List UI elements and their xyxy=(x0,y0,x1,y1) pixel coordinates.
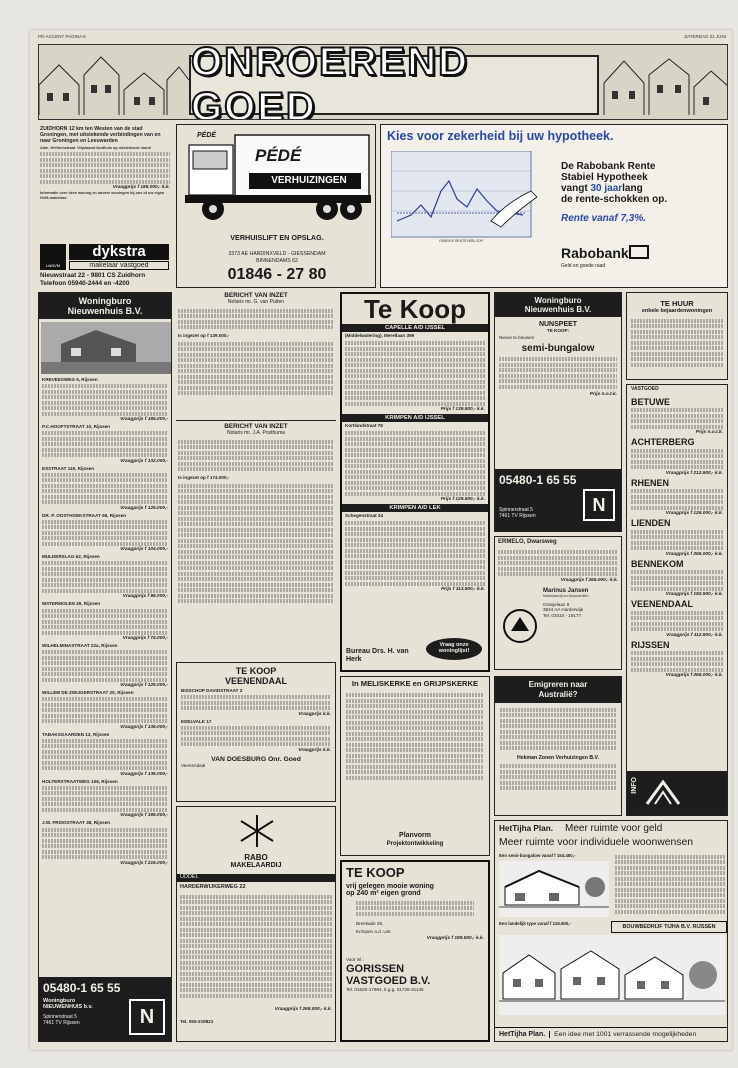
zuidhorn-sub: Adm. Helfrichstraat. Vrijstaand landhuis op uitstekende stand xyxy=(40,146,151,150)
bericht-2-ingezet: Is ingezet op f 174.000,- xyxy=(178,474,230,480)
rabo-interest-chart xyxy=(391,151,541,247)
nunspeet-phone: 05480-1 65 55 xyxy=(499,473,577,487)
woningburo-left-title-2: Nieuwenhuis B.V. xyxy=(67,306,143,316)
te-koop-price: Prijs f 113.500,- k.k. xyxy=(441,587,485,593)
pede-lift: VERHUISLIFT EN OPSLAG. xyxy=(230,233,324,242)
zuidhorn-heading: ZUIDHORN 12 km ten Westen van de stad Groningen, met uitstekende verbindingen van en naar Groningen en Leeuwarden xyxy=(40,126,161,144)
house-photo xyxy=(41,322,171,374)
tijha-semi: Een semi-bungalow vanaf f 154.450,- xyxy=(499,853,576,858)
vastgoed-item xyxy=(631,397,723,436)
veenendaal-agent: VAN DOESBURG Onr. Goed xyxy=(211,755,301,763)
listing-title: WATERMOLEN 29, Rijssen xyxy=(42,601,101,607)
vastgoed-label: VASTGOED xyxy=(631,386,659,392)
listing-item xyxy=(42,779,168,819)
woningburo-left-listings xyxy=(39,377,171,866)
listing-title: KREVEESWEG 6, Rijssen xyxy=(42,377,98,382)
bericht-2-sub: Notaris mr. J.A. Posthuma xyxy=(226,430,286,436)
semi-bungalow-drawing xyxy=(499,861,609,917)
nunspeet-kind: semi-bungalow xyxy=(521,342,595,354)
vastgoed-item xyxy=(631,640,723,679)
ermelo-agent: Marinus Jansen xyxy=(543,587,589,594)
listing-price: Vraagprijs f 215.000,- xyxy=(120,860,168,866)
te-koop-section xyxy=(342,504,488,594)
pede-ad xyxy=(176,124,376,288)
te-koop-badge xyxy=(426,638,482,660)
woningburo-left-title-1: Woningburo xyxy=(78,296,132,306)
nunspeet-city: 7461 TV Rijssen xyxy=(499,513,536,519)
section-banner xyxy=(38,44,728,120)
veenendaal-title-2: VEENENDAAL xyxy=(224,676,287,686)
tijha-bouw: BOUWBEDRIJF TIJHA B.V. RIJSSEN xyxy=(611,921,727,933)
vastgoed-town: BENNEKOM xyxy=(631,558,684,569)
ermelo-city: 3844 AA Harderwijk xyxy=(543,607,584,613)
nunspeet-footer xyxy=(495,469,621,531)
jansen-logo-icon xyxy=(501,607,539,645)
listing-title: WILHELMINASTRAAT 22a, Rijssen xyxy=(42,643,118,649)
tijha-brand: HetTijha Plan. xyxy=(499,824,553,833)
dykstra-ad xyxy=(38,242,172,288)
bericht-1-title: BERICHT VAN INZET xyxy=(224,292,288,299)
gorissen-price: Vraagprijs f 189.500,- k.k. xyxy=(426,936,484,942)
veenendaal-street-1: BISSCHOP DAVIDSTRAAT 2 xyxy=(181,688,243,693)
rabo-headline: Kies voor zekerheid bij uw hypotheek. xyxy=(387,129,614,143)
te-koop-band: CAPELLE A/D IJSSEL xyxy=(342,324,488,332)
listing-item xyxy=(42,643,168,688)
vastgoed-item xyxy=(631,518,723,557)
australie-ad xyxy=(494,676,622,816)
rabo-makelaardij-phone: Tel. 055-219821 xyxy=(180,1019,214,1024)
listing-title: TABAKSGAARDEN 13, Rijssen xyxy=(42,731,110,737)
te-huur-ad xyxy=(626,292,728,380)
gorissen-title: TE KOOP xyxy=(346,865,405,880)
vastgoed-price: Vraagprijs f 112.500,- k.k. xyxy=(666,632,723,638)
te-koop-section xyxy=(342,414,488,504)
gorissen-name-2: VASTGOED B.V. xyxy=(346,974,431,987)
listing-item xyxy=(42,466,168,511)
ermelo-tel: Tel. 03410 - 19177 xyxy=(543,612,582,618)
nunspeet-title-1: Woningburo xyxy=(534,296,582,305)
header-right: ZATERDAG 21 JUNI xyxy=(684,34,726,39)
pede-address-2: BINNENDAMS 62 xyxy=(256,258,298,264)
listing-title: HOLTERSTRAATWEG 106, Rijssen xyxy=(42,778,118,784)
vastgoed-price: Vraagprijs f 192.500,- k.k. xyxy=(665,592,723,598)
banner-title: ONROEREND GOED xyxy=(189,55,599,115)
rabo-line-3c: lang xyxy=(622,183,643,194)
pede-truck-text: VERHUIZINGEN xyxy=(271,175,347,186)
bericht-1-sub: Notaris mr. G. van Putten xyxy=(227,299,285,305)
listing-title: MULDERSLAG 62, Rijssen xyxy=(42,554,100,560)
listing-item xyxy=(42,424,168,464)
page-header xyxy=(38,34,726,42)
nunspeet-new: Nieuw te bouwen xyxy=(499,335,535,340)
woningburo-left-addr-2: 7461 TV Rijssen xyxy=(43,1020,80,1026)
te-koop-section xyxy=(342,324,488,414)
rabo-chart-caption: GRAFIEK RENTEVERLOOP xyxy=(439,239,483,243)
listing-item xyxy=(42,513,168,553)
zuidhorn-ad xyxy=(38,124,172,242)
rabo-logo-icon xyxy=(629,245,649,259)
te-koop-place: (Middelwatering), Merellaan 399 xyxy=(345,333,415,338)
listing-title: J.W. FRISOSTRAAT 38, Rijssen xyxy=(42,820,111,826)
tijha-dubbel: Een landelijk type vanaf f 116.500,- xyxy=(499,921,571,926)
rabo-makelaardij-place: UDDEL xyxy=(177,874,335,882)
listing-price: Vraagprijs f 136.000,- xyxy=(120,724,168,730)
rabo-makelaardij-price: Vraagprijs f 265.000,- k.k. xyxy=(274,1007,332,1012)
te-koop-price: Prijs f 129.500,- k.k. xyxy=(440,497,485,503)
vastgoed-item xyxy=(631,599,723,638)
te-koop-badge-1: Vraag onze xyxy=(439,642,469,648)
n-logo-icon: N xyxy=(583,489,615,521)
dykstra-name: dykstra xyxy=(69,244,169,260)
pede-address-1: 3373 AE HARDINXVELD - GIESSENDAM xyxy=(228,251,326,257)
header-left: PD-ACCENT PAGINA 6 xyxy=(38,34,86,39)
te-huur-sub: enkele bejaardenwoningen xyxy=(641,308,713,314)
veenendaal-town: Veenendaal xyxy=(181,762,206,768)
te-koop-sections xyxy=(342,324,488,594)
australie-title-1: Emigreren naar xyxy=(528,680,588,689)
meliskerke-ad xyxy=(340,676,490,856)
gorissen-town: Krimpen a.d. Lek xyxy=(356,928,391,934)
veenendaal-street-2: EDELVALK 17 xyxy=(181,718,212,724)
zuidhorn-price: Vraagprijs f 185.000,- k.k. xyxy=(112,185,170,191)
nvm-mark: LidNVM xyxy=(45,263,61,268)
listing-title: DR. P. OOSTHOEKSTRAAT 69, Rijssen xyxy=(42,512,127,518)
vastgoed-town: RIJSSEN xyxy=(631,639,670,650)
dykstra-role: makelaar vastgoed xyxy=(69,261,169,270)
rabo-line-3b: 30 jaar xyxy=(590,183,623,194)
tijha-line-1: Meer ruimte voor geld xyxy=(565,823,663,834)
tijha-line-2: Meer ruimte voor individuele woonwensen xyxy=(499,837,694,848)
nvm-logo xyxy=(40,244,66,270)
nunspeet-title-2: Nieuwenhuis B.V. xyxy=(524,305,592,314)
listing-item xyxy=(42,554,168,599)
listing-price: Vraagprijs f 135.000,- xyxy=(120,771,168,777)
vastgoed-item xyxy=(631,437,723,476)
te-koop-agent: Bureau Drs. H. van Herk xyxy=(346,648,409,663)
nunspeet-title xyxy=(495,293,621,317)
tijha-footer-brand: HetTijha Plan. xyxy=(495,1031,550,1038)
rabo-makelaardij-sub: MAKELAARDIJ xyxy=(230,862,282,869)
bericht-inzet-2 xyxy=(176,420,336,660)
rabo-rate: Rente vanaf 7,3%. xyxy=(561,213,647,224)
vastgoed-town: RHENEN xyxy=(631,477,670,488)
rabo-brand: Rabobank xyxy=(561,245,629,261)
rabo-line-3a: vangt xyxy=(561,183,588,194)
veenendaal-price-2: Vraagprijs k.k. xyxy=(298,747,331,753)
listing-price: Vraagprijs f 95.000,- xyxy=(122,594,168,600)
veenendaal-title-1: TE KOOP xyxy=(235,666,277,676)
vastgoed-price: Vraagprijs f 265.000,- k.k. xyxy=(665,551,723,557)
melis-proj: Projektontwikkeling xyxy=(386,841,444,847)
woningburo-left-name-1: Woningburo xyxy=(43,998,76,1004)
pede-logo-small: PÉDÉ xyxy=(197,132,217,139)
vastgoed-town: LIENDEN xyxy=(631,518,671,529)
listing-price: Vraagprijs f 104.000,- xyxy=(120,547,168,553)
listing-title: P.C.HOOFTSTRAAT 10, Rijssen xyxy=(42,424,110,430)
listing-price: Vraagprijs f 74.000,- xyxy=(122,636,168,642)
nunspeet-sale: TE KOOP: xyxy=(546,328,570,333)
melis-title: In MELISKERKE en GRIJPSKERKE xyxy=(351,679,479,688)
te-koop-place: Kortlandstraat 78 xyxy=(345,423,383,429)
vastgoed-town: ACHTERBERG xyxy=(631,437,695,448)
bericht-inzet-1 xyxy=(176,292,336,418)
listing-price: Vraagprijs f 125.000,- xyxy=(120,683,168,689)
gorissen-voor: Voor inl.: xyxy=(346,957,364,963)
vastgoed-price: Vraagprijs f 212.500,- k.k. xyxy=(665,470,723,476)
vastgoed-item xyxy=(631,559,723,598)
tijha-ad xyxy=(494,820,728,1042)
listing-price: Vraagprijs f 125.000,- xyxy=(120,505,168,511)
rabo-makelaardij-logo xyxy=(227,811,287,851)
ermelo-role: Makelaardij en Assurantiën xyxy=(543,594,589,599)
gorissen-name-1: GORISSEN xyxy=(346,962,405,975)
dykstra-phone: Telefoon 05940-2444 en -4200 xyxy=(40,280,130,287)
vastgoed-ad xyxy=(626,384,728,816)
veenendaal-ad xyxy=(176,662,336,802)
listing-price: Vraagprijs f 132.000,- xyxy=(120,458,168,464)
rabo-line-1: De Rabobank Rente xyxy=(561,161,656,172)
te-koop-band: KRIMPEN A/D IJSSEL xyxy=(342,414,488,422)
rabo-line-4: de rente-schokken op. xyxy=(561,194,668,205)
woningburo-left-phone: 05480-1 65 55 xyxy=(43,981,121,995)
australie-title xyxy=(495,677,621,703)
rabo-makelaardij-ad xyxy=(176,806,336,1042)
listing-item xyxy=(42,690,168,730)
ermelo-ad xyxy=(494,536,622,670)
rabobank-ad xyxy=(380,124,728,288)
rabo-line-2: Stabiel Hypotheek xyxy=(561,172,648,183)
gorissen-line-2: op 240 m² eigen grond xyxy=(346,890,421,897)
village-houses-drawing xyxy=(499,935,725,1015)
gorissen-addr: Breekade 29, xyxy=(356,921,384,926)
listing-item xyxy=(42,377,168,422)
rabo-makelaardij-brand: RABO xyxy=(244,853,268,862)
bericht-1-ingezet: Is ingezet op f 139.000,- xyxy=(178,332,230,338)
australie-agent: Hekman Zonen Verhuizingen B.V. xyxy=(517,754,599,761)
vastgoed-logo-icon xyxy=(645,778,681,808)
gorissen-tel: Tel. 01820-17984, b.g.g. 01726-31145 xyxy=(346,986,424,992)
listing-title: ESSTRAAT 119, Rijssen xyxy=(42,465,94,471)
vastgoed-price: Vraagprijs f 265.000,- k.k. xyxy=(665,673,723,679)
n-logo-icon: N xyxy=(129,999,165,1035)
listing-title: WILLEM DE ZWIJGERSTRAAT 20, Rijssen xyxy=(42,690,134,696)
vastgoed-footer xyxy=(627,771,727,815)
vastgoed-item xyxy=(631,478,723,517)
listing-price: Vraagprijs f 195.000,- xyxy=(120,813,168,819)
nunspeet-price: Prijs n.o.t.k. xyxy=(589,392,617,398)
te-koop-price: Prijs f 139.500,- k.k. xyxy=(440,407,485,413)
woningburo-left-ad xyxy=(38,292,172,1042)
nunspeet-ad xyxy=(494,292,622,532)
woningburo-left-name-2: NIEUWENHUIS b.v. xyxy=(43,1004,93,1010)
gorissen-line-1: vrij gelegen mooie woning xyxy=(346,883,434,890)
listing-item xyxy=(42,820,168,865)
rabo-makelaardij-street: HARDERWIJKERWEG 22 xyxy=(180,884,246,890)
tijha-foot: Een idee met 1001 verrassende mogelijkheden xyxy=(554,1031,697,1038)
listing-price: Vraagprijs f 185.000,- xyxy=(120,417,168,423)
gorissen-ad xyxy=(340,860,490,1042)
pede-phone: 01846 - 27 80 xyxy=(227,266,327,283)
australie-title-2: Australië? xyxy=(538,690,578,699)
listing-item xyxy=(42,732,168,777)
ermelo-price: Vraagprijs f 265.000,- k.k. xyxy=(560,577,618,583)
rabo-line-3 xyxy=(561,183,667,194)
vastgoed-town: BETUWE xyxy=(631,396,670,407)
tijha-footer xyxy=(495,1027,727,1041)
nunspeet-addr: Spinnerstraat 5 xyxy=(499,507,533,513)
te-koop-title: Te Koop xyxy=(363,294,467,324)
vastgoed-price: Vraagprijs f 126.000,- k.k. xyxy=(665,511,723,517)
nunspeet-town: NUNSPEET xyxy=(538,321,578,328)
vastgoed-price: Prijs n.o.t.k. xyxy=(695,430,723,436)
rabo-slogan: Geld en goede raad xyxy=(561,263,606,269)
ermelo-title: ERMELO, Dwarsweg xyxy=(498,539,557,545)
zuidhorn-info: Informatie over deze woning en andere woningen bij ons of uw eigen NVM-makelaar. xyxy=(40,191,165,200)
ermelo-street: Oranjelaan 6 xyxy=(543,601,570,607)
newspaper-page xyxy=(30,30,732,1050)
te-huur-title: TE HUUR xyxy=(660,299,694,308)
te-koop-band: KRIMPEN A/D LEK xyxy=(342,504,488,512)
listing-item xyxy=(42,601,168,641)
te-koop-badge-2: woninglijst! xyxy=(438,648,470,654)
te-koop-place: Schegenstraat 34 xyxy=(345,513,384,519)
woningburo-left-title xyxy=(39,293,171,319)
rabo-claim xyxy=(561,161,667,205)
vastgoed-listings xyxy=(627,397,727,679)
melis-planvorm: Planvorm xyxy=(399,832,431,839)
woningburo-left-footer xyxy=(39,977,171,1041)
vastgoed-info: INFO xyxy=(631,777,638,794)
te-koop-ad xyxy=(340,292,490,672)
pede-truck-logo: PÉDÉ xyxy=(255,146,302,165)
bericht-2-title: BERICHT VAN INZET xyxy=(224,423,288,430)
woningburo-left-addr-1: Spinnerstraat 5 xyxy=(43,1014,77,1020)
vastgoed-town: VEENENDAAL xyxy=(631,599,694,610)
dykstra-address: Nieuwstraat 22 - 9801 CS Zuidhorn xyxy=(40,272,146,279)
veenendaal-price-1: Vraagprijs k.k. xyxy=(298,711,331,717)
